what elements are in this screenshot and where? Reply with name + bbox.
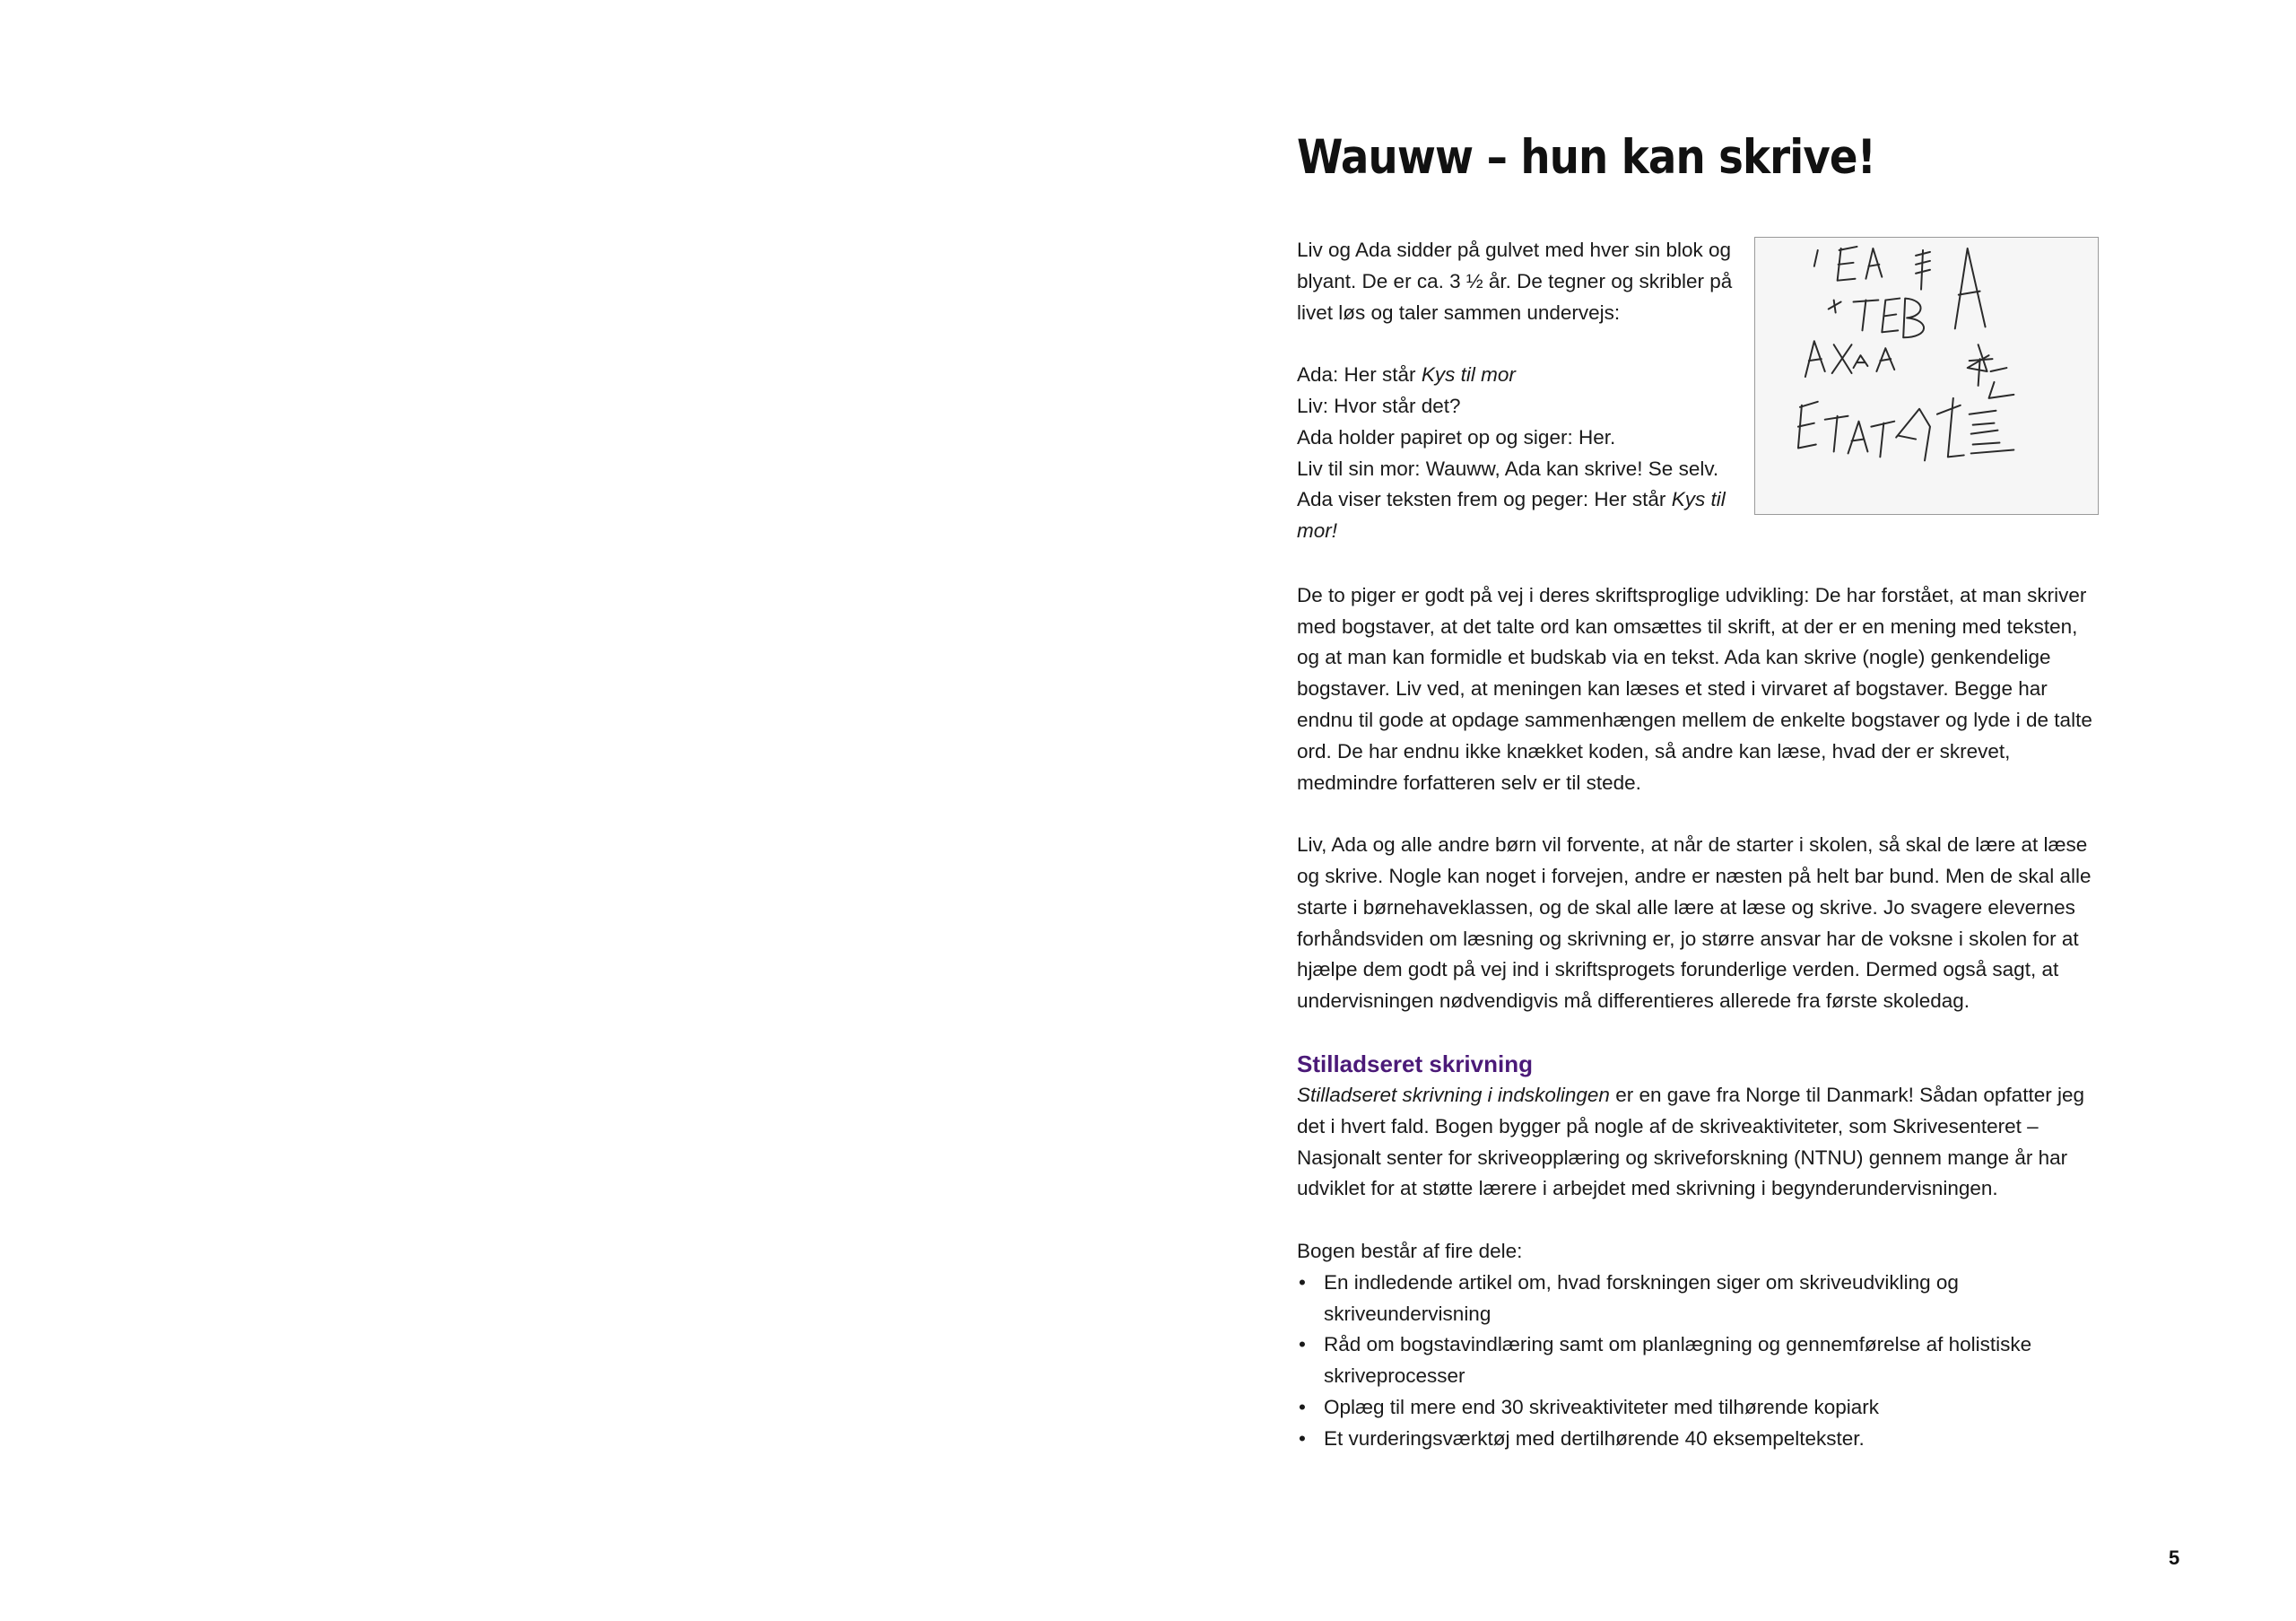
- dialog-line: Liv til sin mor: Wauww, Ada kan skrive! Se selv.: [1297, 457, 1719, 480]
- paragraph-school: Liv, Ada og alle andre børn vil forvente, at når de starter i skolen, så skal de lære at læse og skrive. Nogle kan noget i forvejen, andre er næsten på helt bar bund. Men de skal alle starte i børnehaveklassen, og de skal alle lære at læse og skrive. Jo svagere elevernes forhåndsviden om læsning og skrivning er, jo større ansvar har de voksne i skolen for at hjælpe dem godt på vej ind i skriftsprogets forunderlige verden. Dermed også sagt, at undervisningen nødvendigvis må differentieres allerede fra første skoledag.: [1297, 833, 2092, 1013]
- section-paragraph: Stilladseret skrivning i indskolingen er en gave fra Norge til Danmark! Sådan opfatter jeg det i hvert fald. Bogen bygger på nogle af de skriveaktiviteter, som Skrivesenteret – Nasjonalt senter for skriveopplæring og skriveforskning (NTNU) gennem mange år har udviklet for at støtte lærere i arbejdet med skrivning i begynderundervisningen.: [1297, 1083, 2084, 1200]
- page-content: [1297, 126, 2104, 1455]
- list-item: • Råd om bogstavindlæring samt om planlægning og gennemførelse af holistiske skriveprocesser: [1297, 1329, 2104, 1392]
- list-item: • Oplæg til mere end 30 skriveaktiviteter med tilhørende kopiark: [1297, 1392, 2104, 1424]
- paragraph-development: De to piger er godt på vej i deres skriftsproglige udvikling: De har forstået, at man skriver med bogstaver, at det talte ord kan omsættes til skrift, at der er en mening med teksten, og at man kan formidle et budskab via en tekst. Ada kan skrive (nogle) genkendelige bogstaver. Liv ved, at meningen kan læses et sted i virvaret af bogstaver. Begge har endnu til gode at opdage sammenhængen mellem de enkelte bogstaver og lyde i de talte ord. De har endnu ikke knækket koden, så andre kan læse, hvad der er skrevet, medmindre forfatteren selv er til stede.: [1297, 583, 2092, 794]
- child-scribble-drawing: [1754, 237, 2099, 515]
- intro-text: [1297, 235, 1754, 547]
- dialog-line: Ada viser teksten frem og peger: Her står Kys til mor!: [1297, 488, 1726, 543]
- book-parts-list: [1297, 1268, 2104, 1455]
- list-item: • En indledende artikel om, hvad forskningen siger om skriveudvikling og skriveundervisning: [1297, 1268, 2104, 1330]
- list-item: • Et vurderingsværktøj med dertilhørende 40 eksempeltekster.: [1297, 1424, 2104, 1455]
- intro-block: [1297, 235, 2104, 549]
- dialog: [1297, 360, 1754, 547]
- page-number: 5: [2169, 1547, 2180, 1569]
- section-heading: Stilladseret skrivning: [1297, 1050, 1533, 1077]
- dialog-line: Liv: Hvor står det?: [1297, 394, 1461, 417]
- scribble-letters-icon: [1755, 238, 2098, 514]
- list-intro: Bogen består af fire dele:: [1297, 1239, 1523, 1262]
- dialog-line: Ada holder papiret op og siger: Her.: [1297, 425, 1616, 449]
- intro-paragraph: Liv og Ada sidder på gulvet med hver sin blok og blyant. De er ca. 3 ½ år. De tegner og skribler på livet løs og taler sammen undervejs:: [1297, 239, 1733, 324]
- page-title: Wauww – hun kan skrive!: [1297, 130, 1876, 185]
- dialog-line: Ada: Her står Kys til mor: [1297, 363, 1516, 387]
